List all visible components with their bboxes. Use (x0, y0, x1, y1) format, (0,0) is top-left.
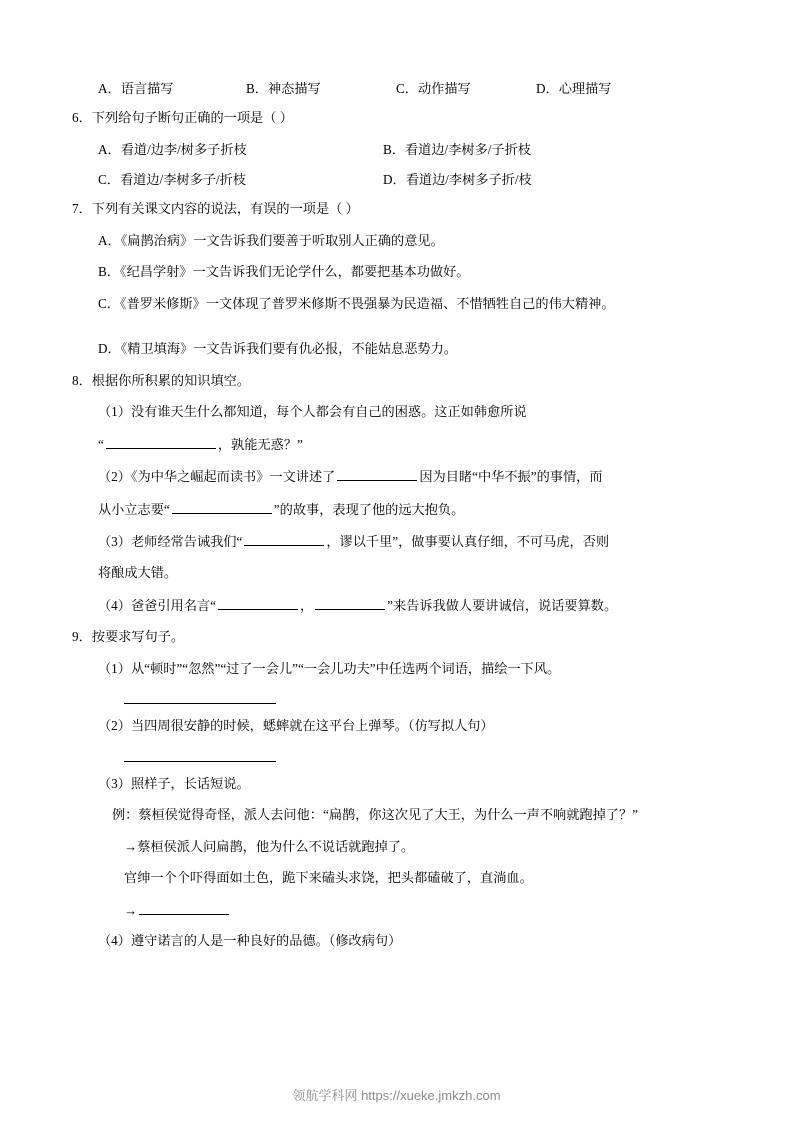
q8-blank-4[interactable] (244, 531, 324, 546)
q8-item-3-line-1 (98, 531, 721, 552)
q6-option-b[interactable]: B．看道边/李树多/子折枝 (383, 142, 531, 158)
q5-option-d[interactable]: D．心理描写 (536, 81, 612, 96)
question-7-stem: 7．下列有关课文内容的说法，有误的一项是（ ） (72, 201, 359, 217)
question-8-stem: 8．根据你所积累的知识填空。 (72, 372, 251, 388)
footer-watermark: 领航学科网 https://xueke.jmkzh.com (292, 1088, 501, 1103)
q6-option-a[interactable]: A．看道/边李/树多子折枝 (98, 142, 247, 158)
q7-option-a[interactable]: A．《扁鹊治病》一文告诉我们要善于听取别人正确的意见。 (98, 232, 444, 248)
q8-item-1-quote-open: “ (98, 436, 104, 452)
q8-item-2-mid: 因为目睹“中华不振”的事情，而 (419, 469, 603, 485)
q5-option-b[interactable]: B．神态描写 (246, 81, 321, 96)
q8-item-1-line-1: （1）没有谁天生什么都知道，每个人都会有自己的困惑。这正如韩愈所说 (98, 404, 527, 420)
q9-item-2: （2）当四周很安静的时候，蟋蟀就在这平台上弹琴。（仿写拟人句） (98, 718, 494, 734)
q8-item-1-quote-close: ，孰能无惑？” (217, 436, 303, 452)
q8-item-4-pre: （4）爸爸引用名言“ (98, 597, 216, 613)
q8-item-4-mid: ， (299, 597, 314, 613)
q6-option-c[interactable]: C．看道边/李树多子/折枝 (98, 172, 246, 188)
q9-item-3-arrow-row (124, 900, 721, 919)
q9-item-3-example: 例：蔡桓侯觉得奇怪，派人去问他：“扁鹊，你这次见了大王，为什么一声不响就跑掉了？” (112, 807, 639, 823)
arrow-icon: → (124, 902, 138, 918)
q8-blank-1[interactable] (106, 434, 216, 449)
q8-item-2-line2-post: ”的故事，表现了他的远大抱负。 (273, 501, 465, 517)
q8-item-2-line-2 (98, 499, 721, 520)
q7-option-c[interactable]: C．《普罗米修斯》一文体现了普罗米修斯不畏强暴为民造福、不惜牺牲自己的伟大精神。 (98, 295, 615, 311)
q9-item-4: （4）遵守诺言的人是一种良好的品德。（修改病句） (98, 932, 402, 948)
q8-blank-3[interactable] (172, 499, 272, 514)
q9-item-3: （3）照样子，长话短说。 (98, 775, 250, 791)
q6-option-d[interactable]: D．看道边/李树多子折/枝 (383, 172, 532, 188)
spacer (72, 325, 721, 339)
q6-options-row-2 (98, 169, 721, 188)
q9-item-3-example-arrow: →蔡桓侯派人问扁鹊，他为什么不说话就跑掉了。 (124, 838, 415, 854)
q6-options-row-1 (98, 139, 721, 158)
q8-item-4 (98, 595, 721, 616)
q7-option-b[interactable]: B．《纪昌学射》一文告诉我们无论学什么，都要把基本功做好。 (98, 264, 470, 280)
question-6-stem: 6．下列给句子断句正确的一项是（ ） (72, 110, 293, 125)
q5-options-row (98, 78, 721, 97)
q8-blank-5[interactable] (218, 595, 298, 610)
q5-option-a[interactable]: A．语言描写 (98, 81, 174, 96)
q8-blank-2[interactable] (337, 466, 417, 481)
q9-item-3-practice: 官绅一个个吓得面如土色，跪下来磕头求饶，把头都磕破了，直淌血。 (124, 870, 533, 886)
q8-item-4-post: ”来告诉我做人要讲诚信，说话要算数。 (387, 597, 618, 613)
q9-item-1: （1）从“顿时”“忽然”“过了一会儿”“一会儿功夫”中任选两个词语，描绘一下风。 (98, 660, 561, 676)
q8-item-2-line2-pre: 从小立志要“ (98, 501, 170, 517)
q8-blank-6[interactable] (315, 595, 385, 610)
q9-item-2-answer-line[interactable] (124, 746, 276, 762)
q8-item-2-line-1 (98, 466, 721, 487)
q7-option-d[interactable]: D．《精卫填海》一文告诉我们要有仇必报，不能姑息恶势力。 (98, 341, 457, 357)
q8-item-3-line-2: 将酿成大错。 (98, 565, 178, 581)
q5-option-c[interactable]: C．动作描写 (396, 81, 471, 96)
q8-item-1-line-2 (98, 434, 721, 455)
q8-item-3-pre: （3）老师经常告诫我们“ (98, 533, 243, 549)
q9-item-1-answer-line[interactable] (124, 688, 276, 704)
q8-item-2-pre: （2）《为中华之崛起而读书》一文讲述了 (98, 469, 336, 485)
q8-item-3-post: ，谬以千里”，做事要认真仔细，不可马虎，否则 (326, 533, 610, 549)
question-9-stem: 9．按要求写句子。 (72, 629, 185, 645)
q9-item-3-answer-blank[interactable] (139, 900, 229, 915)
